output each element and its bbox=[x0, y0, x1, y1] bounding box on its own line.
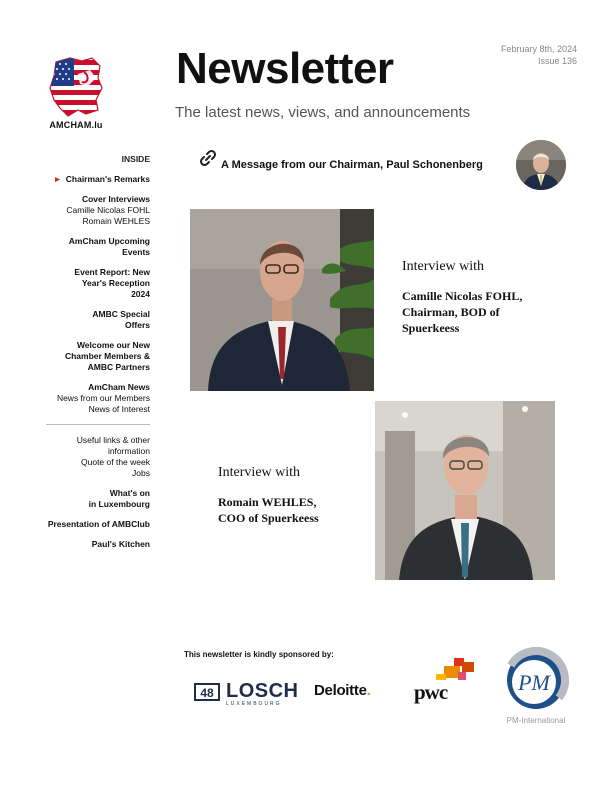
toc-item-subtitle: Romain WEHLES bbox=[82, 216, 150, 226]
toc-item-title: Chamber Members & bbox=[64, 351, 150, 361]
sponsor-label: This newsletter is kindly sponsored by: bbox=[184, 650, 334, 659]
pwc-wordmark: pwc bbox=[414, 680, 448, 704]
chairman-message-link[interactable] bbox=[198, 146, 568, 192]
toc-item-title: 2024 bbox=[131, 289, 150, 299]
deloitte-wordmark: Deloitte bbox=[314, 682, 367, 699]
toc-item[interactable] bbox=[40, 435, 150, 479]
link-icon bbox=[198, 148, 218, 168]
sidebar-toc bbox=[40, 154, 150, 559]
toc-item-title: Paul's Kitchen bbox=[91, 539, 150, 549]
toc-group-more bbox=[40, 435, 150, 550]
interview-name: Romain WEHLES, COO of Spuerkeess bbox=[218, 495, 319, 525]
toc-item[interactable] bbox=[40, 382, 150, 415]
toc-item[interactable] bbox=[40, 539, 150, 550]
toc-item-subtitle: News of Interest bbox=[88, 404, 150, 414]
losch-logo[interactable] bbox=[192, 680, 299, 707]
interview-fohl[interactable] bbox=[402, 259, 592, 336]
arrow-right-icon: ► bbox=[53, 174, 62, 184]
toc-item-subtitle: Jobs bbox=[132, 468, 150, 478]
pm-international-logo[interactable] bbox=[498, 646, 574, 732]
toc-item-title: AmCham News bbox=[88, 382, 150, 392]
toc-item-title: Cover Interviews bbox=[81, 194, 150, 204]
toc-item-subtitle: information bbox=[107, 446, 150, 456]
toc-item-chairmans-remarks[interactable] bbox=[40, 174, 150, 185]
flag-map-icon bbox=[48, 56, 104, 118]
toc-item[interactable] bbox=[40, 267, 150, 300]
toc-item-title: in Luxembourg bbox=[88, 499, 150, 509]
issue-date: February 8th, 2024 bbox=[500, 44, 577, 54]
losch-badge-icon bbox=[192, 682, 222, 702]
toc-group-main bbox=[40, 194, 150, 415]
pm-international-text: PM-International bbox=[506, 716, 566, 725]
toc-item-title: AMBC Special bbox=[92, 309, 150, 319]
toc-item-title: Offers bbox=[124, 320, 150, 330]
toc-item-title: Events bbox=[122, 247, 150, 257]
toc-item-subtitle: Useful links & other bbox=[76, 435, 150, 445]
toc-divider bbox=[46, 424, 150, 425]
toc-item[interactable] bbox=[40, 309, 150, 331]
toc-item-subtitle: Camille Nicolas FOHL bbox=[66, 205, 150, 215]
chairman-message-text: A Message from our Chairman, Paul Schonenberg bbox=[221, 159, 483, 171]
interview-photo-fohl[interactable] bbox=[190, 209, 374, 391]
toc-item-title: What's on bbox=[109, 488, 150, 498]
toc-item[interactable] bbox=[40, 236, 150, 258]
toc-item-title: Welcome our New bbox=[76, 340, 150, 350]
toc-item[interactable] bbox=[40, 194, 150, 227]
losch-subtitle: LUXEMBOURG bbox=[226, 701, 282, 707]
toc-item-title: Presentation of AMBClub bbox=[47, 519, 150, 529]
page-subtitle: The latest news, views, and announcements bbox=[175, 104, 471, 121]
toc-item-subtitle: News from our Members bbox=[56, 393, 150, 403]
amcham-logo[interactable] bbox=[46, 56, 106, 130]
toc-item-label: Chairman's Remarks bbox=[65, 174, 150, 184]
toc-item-title: Year's Reception bbox=[81, 278, 150, 288]
toc-item-subtitle: Quote of the week bbox=[81, 457, 150, 467]
deloitte-logo[interactable] bbox=[314, 682, 370, 699]
losch-badge-text: 48 bbox=[200, 685, 214, 700]
interview-label: Interview with bbox=[218, 465, 301, 480]
page-title: Newsletter bbox=[176, 44, 394, 93]
interview-label: Interview with bbox=[402, 259, 485, 274]
toc-item[interactable] bbox=[40, 488, 150, 510]
losch-wordmark: LOSCH bbox=[226, 680, 299, 702]
interview-wehles[interactable] bbox=[218, 465, 368, 526]
toc-item-title: Event Report: New bbox=[74, 267, 150, 277]
toc-item-title: AmCham Upcoming bbox=[68, 236, 150, 246]
interview-photo-wehles[interactable] bbox=[375, 401, 555, 580]
chairman-avatar bbox=[516, 140, 566, 190]
deloitte-dot: . bbox=[366, 682, 371, 699]
toc-heading: INSIDE bbox=[121, 154, 150, 164]
interview-name: Camille Nicolas FOHL, Chairman, BOD of Spuerkeess bbox=[402, 289, 523, 335]
pwc-logo[interactable] bbox=[410, 658, 476, 708]
pm-monogram-icon bbox=[503, 646, 569, 716]
issue-info bbox=[501, 43, 577, 67]
logo-text: AMCHAM.lu bbox=[49, 120, 103, 130]
toc-item[interactable] bbox=[40, 340, 150, 373]
issue-number: Issue 136 bbox=[537, 56, 577, 66]
toc-item[interactable] bbox=[40, 519, 150, 530]
pm-monogram-text: PM bbox=[518, 670, 550, 695]
toc-item-title: AMBC Partners bbox=[87, 362, 150, 372]
